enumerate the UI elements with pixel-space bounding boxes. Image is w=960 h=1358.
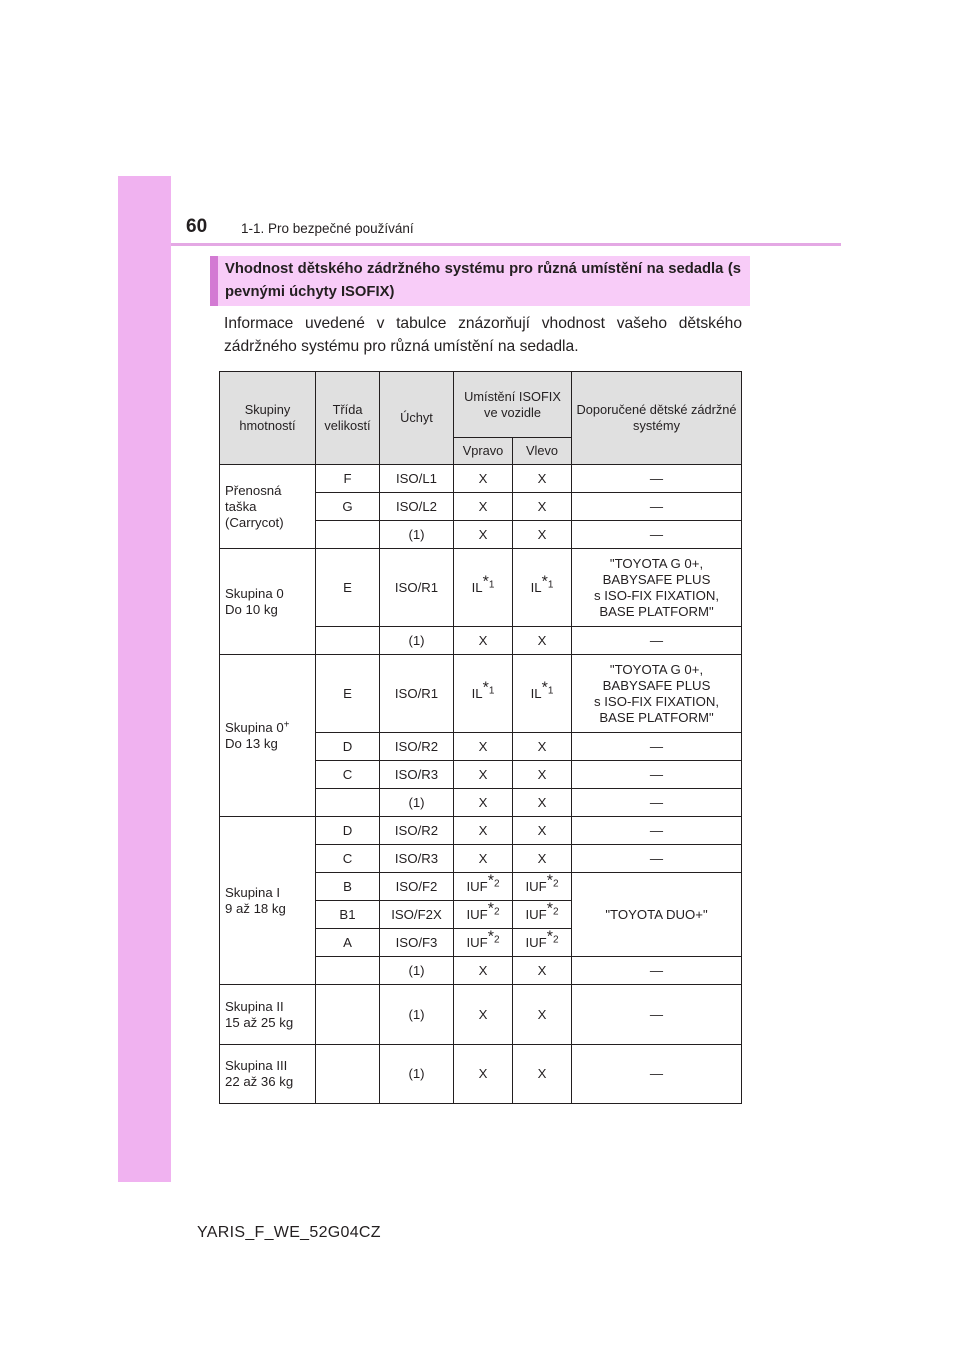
table-cell: — [572,465,742,493]
footnote-number: 2 [552,878,559,889]
group-2: Skupina II 15 až 25 kg [220,985,316,1045]
isofix-compatibility-table [219,371,742,1104]
table-cell: X [513,733,572,761]
table-cell: (1) [380,957,454,985]
table-cell: — [572,817,742,845]
table-cell: B1 [316,901,380,929]
table-cell: E [316,655,380,733]
table-cell: IUF*$^2$ [454,901,513,929]
intro-paragraph: Informace uvedené v tabulce znázorňují vhodnost vašeho dětského zádržného systému pro různá umístění na sedadla. [224,315,742,355]
group-0-plus: Skupina 0+ Do 13 kg [220,655,316,817]
footnote-mark: * [482,572,489,590]
table-cell: X [513,465,572,493]
recommended-duo-cell: "TOYOTA DUO+" [572,873,742,957]
table-cell: ISO/L1 [380,465,454,493]
table-cell: A [316,929,380,957]
table-cell: IL*$^1$ [454,549,513,627]
table-row [220,817,742,845]
table-cell: ISO/R2 [380,817,454,845]
table-cell: — [572,627,742,655]
table-cell: ISO/R1 [380,655,454,733]
table-cell: — [572,761,742,789]
table-cell: ISO/F2 [380,873,454,901]
table-header-row [220,372,742,438]
table-cell: X [454,521,513,549]
table-cell: IL*$^1$ [513,655,572,733]
table-cell: — [572,957,742,985]
group-0: Skupina 0 Do 10 kg [220,549,316,655]
table-cell: (1) [380,985,454,1045]
table-cell: X [513,521,572,549]
header-divider [171,243,841,246]
header-isofix-position: Umístění ISOFIX ve vozidle [454,372,572,438]
recommended-systems-cell: "TOYOTA G 0+, BABYSAFE PLUS s ISO-FIX FIXATION, BASE PLATFORM" [572,549,742,627]
table-cell: (1) [380,627,454,655]
table-row [220,985,742,1045]
document-code: YARIS_F_WE_52G04CZ [197,1224,381,1241]
footnote-number: 1 [547,579,554,590]
page-number: 60 [186,216,208,237]
footnote-number: 2 [493,878,500,889]
table-cell: X [454,1045,513,1104]
table-cell: ISO/L2 [380,493,454,521]
table-cell: C [316,845,380,873]
footnote-mark: * [482,678,489,696]
footnote-mark: * [541,678,548,696]
footnote-number: 1 [547,685,554,696]
table-cell: ISO/R2 [380,733,454,761]
table-cell: D [316,817,380,845]
table-cell: X [454,845,513,873]
table-cell: IUF*$^2$ [513,901,572,929]
table-cell: D [316,733,380,761]
table-cell: — [572,845,742,873]
table-cell: (1) [380,1045,454,1104]
footnote-mark: * [546,899,553,917]
header-right: Vpravo [454,438,513,465]
table-cell [316,957,380,985]
table-cell: ISO/F3 [380,929,454,957]
section-callout [210,256,750,306]
table-cell: X [513,845,572,873]
footnote-number: 1 [488,685,495,696]
table-cell: B [316,873,380,901]
table-cell: X [513,957,572,985]
table-cell [316,1045,380,1104]
table-cell [316,789,380,817]
table-cell: — [572,1045,742,1104]
table-cell: X [513,761,572,789]
table-cell: ISO/R3 [380,761,454,789]
callout-title: Vhodnost dětského zádržného systému pro různá umístění na sedadla (s pevnými úchyty ISOFIX) [225,261,741,300]
header-weight-group: Skupiny hmotností [220,372,316,465]
table-cell: X [513,493,572,521]
table-cell: F [316,465,380,493]
table-cell: X [454,465,513,493]
footnote-mark: * [487,871,494,889]
table-cell: IL*$^1$ [454,655,513,733]
footnote-mark: * [541,572,548,590]
footnote-number: 2 [552,906,559,917]
table-row [220,465,742,493]
table-cell: IUF*$^2$ [454,929,513,957]
table-cell [316,985,380,1045]
table-cell: X [513,627,572,655]
header-fixture: Úchyt [380,372,454,465]
footnote-number: 2 [552,934,559,945]
table-cell: IUF*$^2$ [513,929,572,957]
table-cell: IUF*$^2$ [454,873,513,901]
table-cell: — [572,493,742,521]
header-left: Vlevo [513,438,572,465]
table-row [220,655,742,733]
table-row [220,1045,742,1104]
table-cell: X [454,789,513,817]
header-recommended-systems: Doporučené dětské zádržné systémy [572,372,742,465]
table-cell: (1) [380,521,454,549]
table-cell: (1) [380,789,454,817]
table-cell: X [454,493,513,521]
group-1: Skupina I 9 až 18 kg [220,817,316,985]
chapter-sidebar-tab [118,176,171,1182]
table-cell: X [513,985,572,1045]
footnote-number: 1 [488,579,495,590]
table-cell: ISO/R1 [380,549,454,627]
section-title: 1-1. Pro bezpečné používání [241,221,414,236]
table-cell: X [513,789,572,817]
table-cell: X [513,1045,572,1104]
table-cell: X [454,761,513,789]
group-3: Skupina III 22 až 36 kg [220,1045,316,1104]
table-cell: — [572,985,742,1045]
footnote-mark: * [487,899,494,917]
table-cell: ISO/F2X [380,901,454,929]
table-cell: X [454,957,513,985]
table-cell: E [316,549,380,627]
table-cell: — [572,789,742,817]
recommended-systems-cell: "TOYOTA G 0+, BABYSAFE PLUS s ISO-FIX FIXATION, BASE PLATFORM" [572,655,742,733]
footnote-mark: * [487,927,494,945]
table-cell: X [454,627,513,655]
table-cell [316,521,380,549]
header-size-class: Třída velikostí [316,372,380,465]
group-carrycot: Přenosná taška (Carrycot) [220,465,316,549]
table-cell: X [454,817,513,845]
table-row [220,549,742,627]
footnote-mark: * [546,927,553,945]
table-cell: IUF*$^2$ [513,873,572,901]
table-cell: X [513,817,572,845]
table-cell: G [316,493,380,521]
table-cell: C [316,761,380,789]
footnote-mark: * [546,871,553,889]
table-cell: X [454,733,513,761]
table-cell: X [454,985,513,1045]
table-cell: ISO/R3 [380,845,454,873]
table-cell: IL*$^1$ [513,549,572,627]
table-cell [316,627,380,655]
callout-accent-bar [210,256,218,306]
footnote-number: 2 [493,934,500,945]
table-cell: — [572,521,742,549]
table-cell: — [572,733,742,761]
footnote-number: 2 [493,906,500,917]
